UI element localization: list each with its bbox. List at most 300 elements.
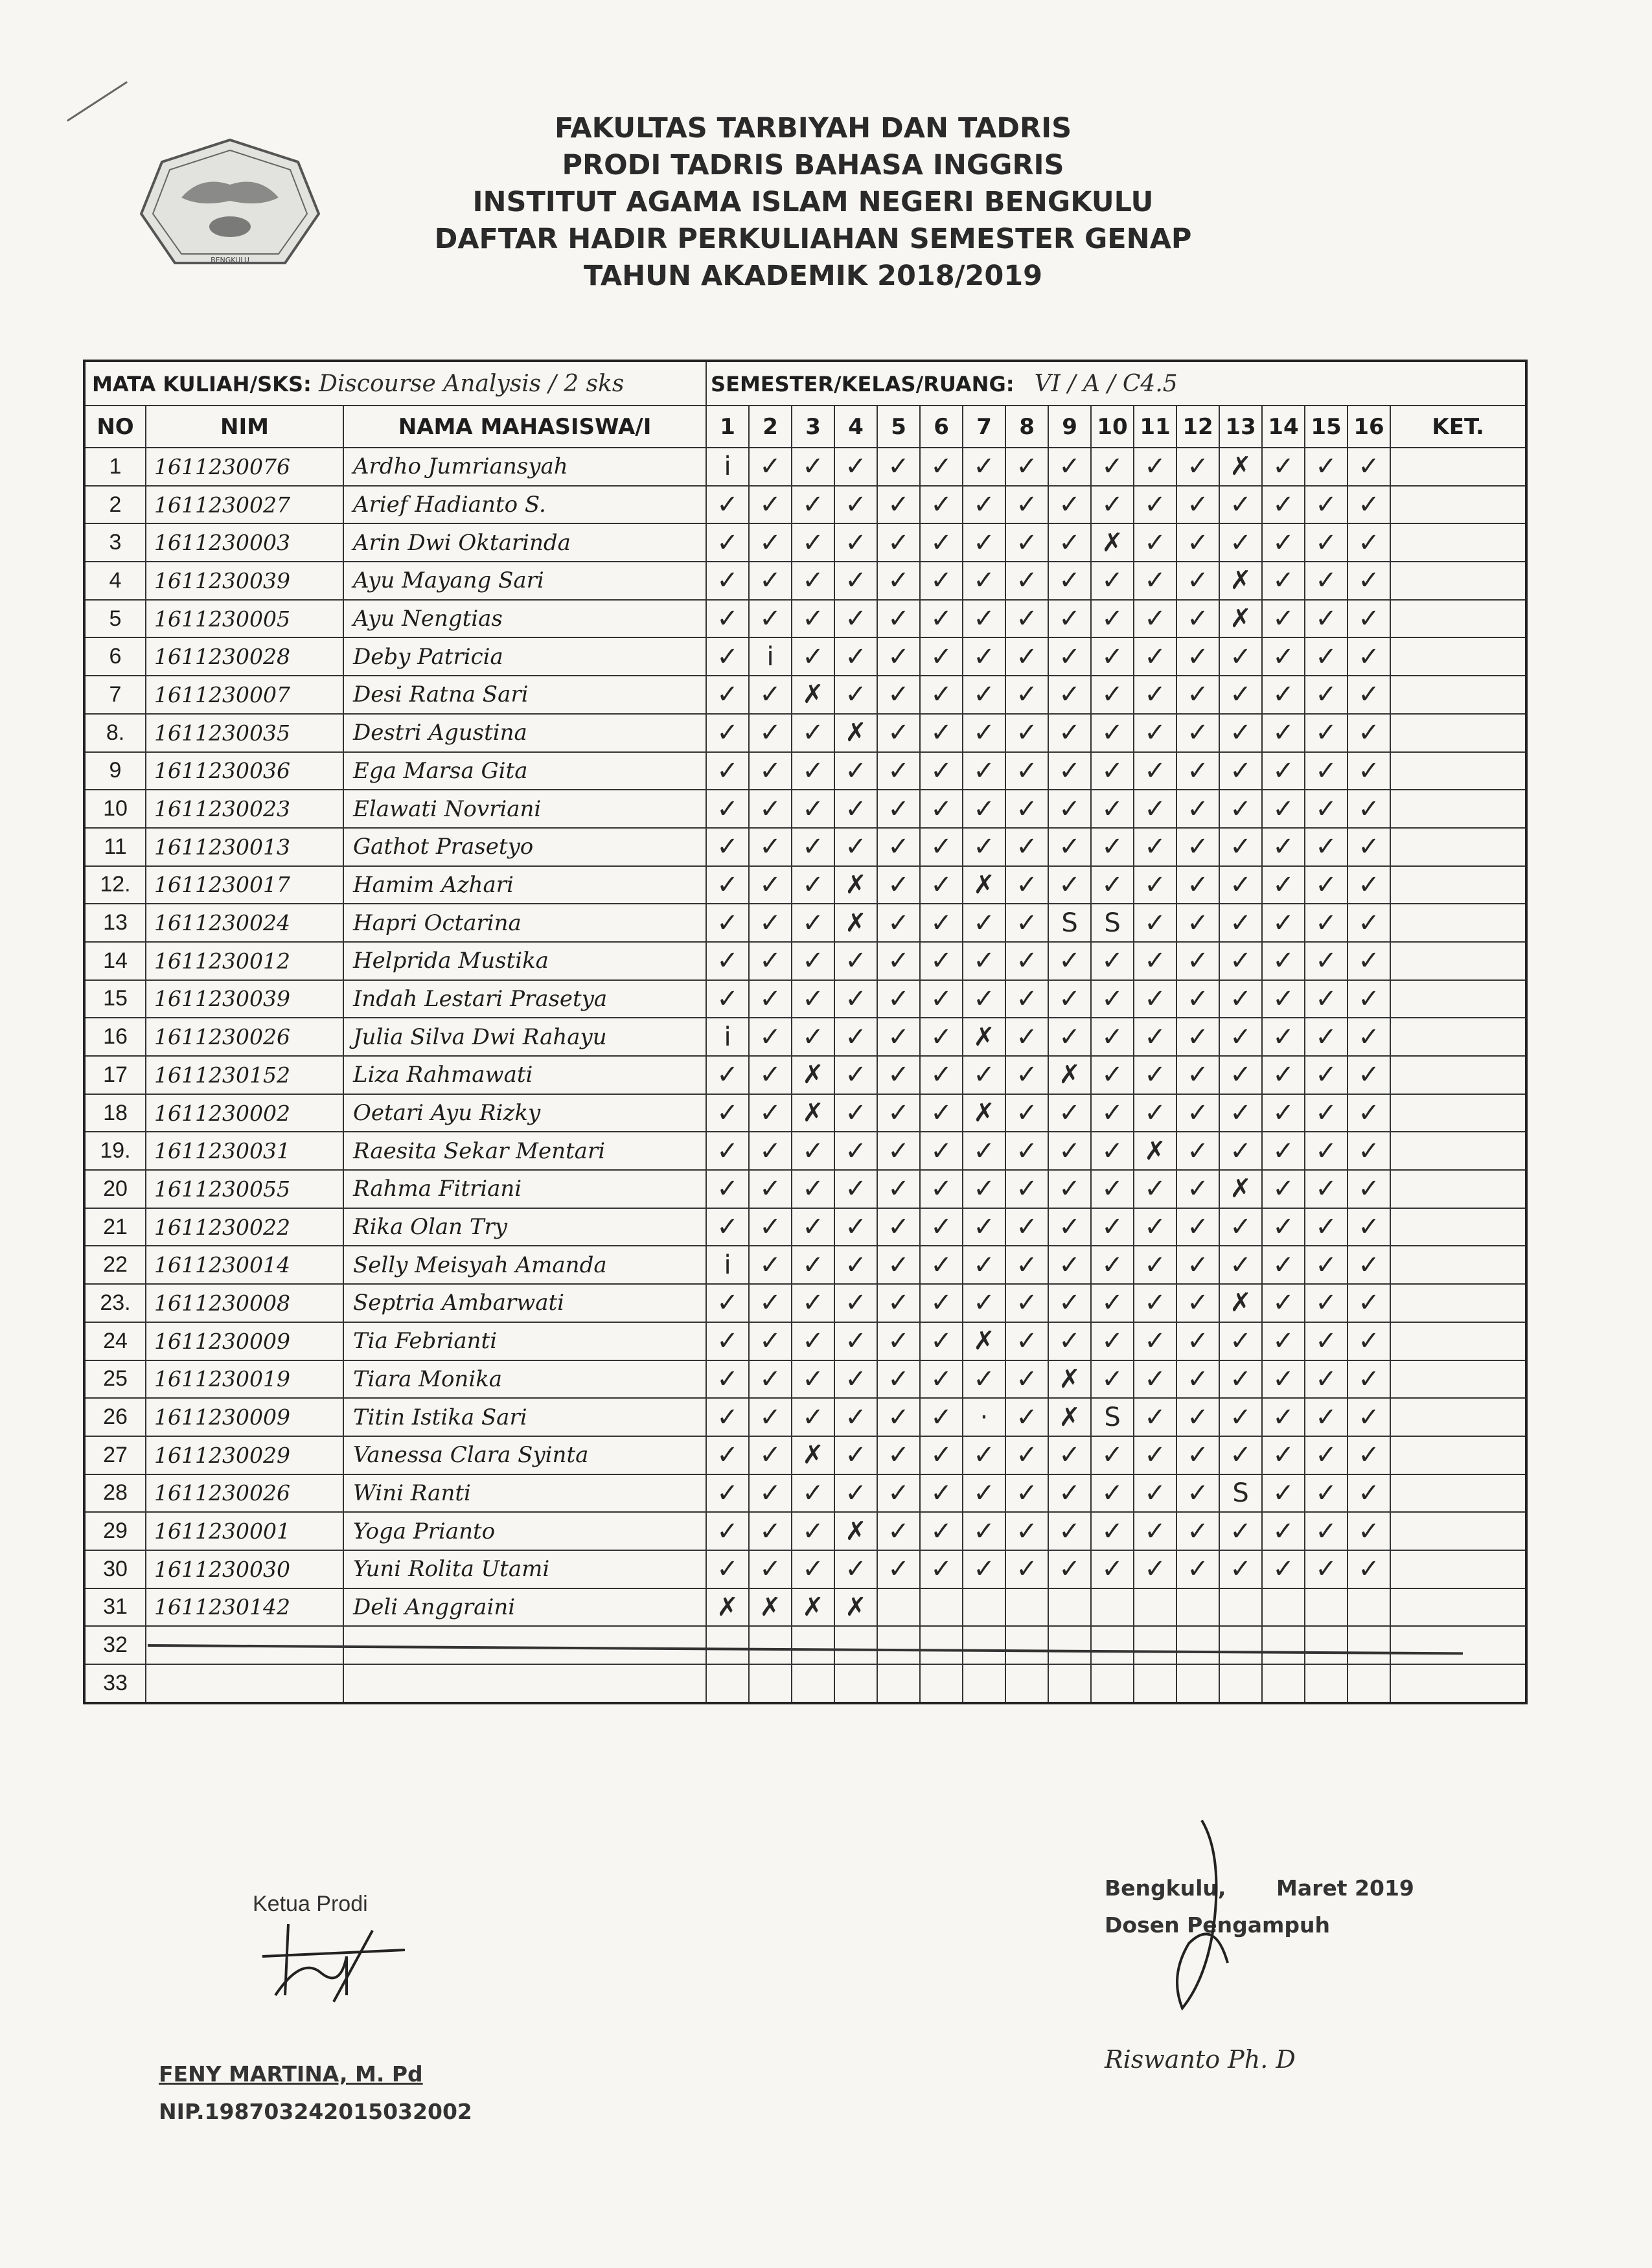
attendance-mark: ✗ [1048,1398,1091,1436]
attendance-mark: ✓ [1048,562,1091,600]
attendance-mark: ✓ [1348,828,1390,866]
remarks-cell [1390,1626,1526,1664]
attendance-mark: ✓ [1005,1474,1048,1513]
attendance-mark: ✓ [877,1246,920,1284]
student-nim: 1611230028 [146,637,343,676]
student-row [84,828,1526,866]
head-of-program-title: Ketua Prodi [253,1892,368,1916]
attendance-mark: ✓ [920,676,963,714]
row-number: 19. [84,1132,146,1170]
attendance-mark: ✓ [877,523,920,562]
attendance-mark: ✓ [1219,1132,1262,1170]
attendance-mark: ✓ [749,562,792,600]
attendance-mark: ✗ [792,1056,834,1094]
institute-title: INSTITUT AGAMA ISLAM NEGERI BENGKULU [472,186,1154,218]
student-nim: 1611230076 [146,448,343,486]
attendance-mark: ✓ [1219,523,1262,562]
student-row [84,637,1526,676]
attendance-mark: ✓ [1176,1398,1219,1436]
student-row [84,1398,1526,1436]
remarks-cell [1390,523,1526,562]
attendance-mark: ✓ [1348,1436,1390,1474]
attendance-mark [877,1588,920,1627]
remarks-cell [1390,1018,1526,1056]
row-number: 7 [84,676,146,714]
attendance-mark: ✓ [1262,828,1305,866]
col-name-header: NAMA MAHASISWA/I [343,406,706,448]
student-nim: 1611230039 [146,562,343,600]
attendance-mark: ✓ [1005,1246,1048,1284]
attendance-mark: ✓ [1348,448,1390,486]
attendance-mark: ✓ [1176,980,1219,1018]
attendance-mark: ✓ [792,1474,834,1513]
attendance-mark: ✓ [963,523,1005,562]
attendance-mark: ✓ [1048,1094,1091,1132]
attendance-mark: ✓ [877,752,920,790]
attendance-mark: ✓ [920,1322,963,1360]
attendance-mark [834,1664,877,1703]
attendance-mark: ✓ [1134,1474,1176,1513]
remarks-cell [1390,1170,1526,1208]
student-nim: 1611230031 [146,1132,343,1170]
attendance-mark: ✓ [1134,562,1176,600]
document-header [363,110,1263,295]
attendance-mark: ✓ [1348,1132,1390,1170]
student-nim: 1611230008 [146,1284,343,1322]
attendance-mark: ✓ [1134,486,1176,524]
attendance-mark: ✓ [1005,562,1048,600]
attendance-mark: ✗ [1048,1360,1091,1399]
attendance-mark [1091,1664,1134,1703]
student-name: Ardho Jumriansyah [343,448,706,486]
student-name: Hamim Azhari [343,866,706,904]
attendance-mark: ✓ [792,866,834,904]
attendance-mark: ✓ [877,600,920,638]
attendance-mark: ✓ [1176,523,1219,562]
attendance-mark: ✓ [834,562,877,600]
attendance-mark: ✓ [792,1246,834,1284]
attendance-mark: ✓ [1134,1284,1176,1322]
attendance-mark: ✓ [792,752,834,790]
student-nim [146,1664,343,1703]
attendance-mark: ✗ [706,1588,749,1627]
attendance-mark: ✓ [706,866,749,904]
attendance-mark: ✓ [1176,714,1219,752]
student-nim: 1611230009 [146,1322,343,1360]
attendance-mark: ✓ [834,676,877,714]
attendance-mark: ✓ [706,942,749,980]
attendance-mark: ✓ [1176,1056,1219,1094]
attendance-mark: ✓ [1134,1056,1176,1094]
student-row [84,1360,1526,1399]
attendance-mark [706,1626,749,1664]
student-row [84,1588,1526,1627]
student-name: Arin Dwi Oktarinda [343,523,706,562]
attendance-mark: ✓ [1048,1132,1091,1170]
attendance-mark: ✓ [1091,1132,1134,1170]
attendance-mark: ✓ [1005,1360,1048,1399]
attendance-mark: ✓ [1262,980,1305,1018]
attendance-mark: ✓ [1134,942,1176,980]
attendance-mark: ✓ [963,1436,1005,1474]
attendance-mark: ✓ [834,790,877,828]
attendance-mark [1219,1664,1262,1703]
attendance-mark [834,1626,877,1664]
attendance-mark [1048,1626,1091,1664]
attendance-mark: ✓ [877,486,920,524]
attendance-mark: ✓ [1262,904,1305,942]
attendance-mark: ✓ [1005,637,1048,676]
attendance-mark: ✓ [834,523,877,562]
lecturer-handwritten-name: Riswanto Ph. D [1105,2045,1296,2074]
student-name: Yoga Prianto [343,1512,706,1550]
row-number: 12. [84,866,146,904]
attendance-mark: ✓ [1048,1550,1091,1588]
attendance-mark: ✓ [1305,942,1348,980]
student-name: Yuni Rolita Utami [343,1550,706,1588]
attendance-mark: ✓ [1176,600,1219,638]
col-meeting-header: 3 [792,406,834,448]
attendance-mark: ✓ [749,1208,792,1246]
attendance-mark: ✓ [963,600,1005,638]
remarks-cell [1390,1056,1526,1094]
attendance-mark: ✓ [1305,1398,1348,1436]
attendance-mark: ✓ [1005,1284,1048,1322]
attendance-mark: ✓ [1305,980,1348,1018]
attendance-mark: ✓ [1048,637,1091,676]
attendance-mark: ✓ [1134,676,1176,714]
attendance-mark: ✓ [1305,790,1348,828]
attendance-mark: ✓ [834,1246,877,1284]
attendance-mark: ✓ [1005,1322,1048,1360]
attendance-mark: ✓ [834,1550,877,1588]
student-name: Ayu Nengtias [343,600,706,638]
col-meeting-header: 15 [1305,406,1348,448]
col-meeting-header: 13 [1219,406,1262,448]
remarks-cell [1390,1512,1526,1550]
attendance-mark: ✓ [1219,866,1262,904]
attendance-mark: ✓ [1348,1094,1390,1132]
attendance-mark: i [749,637,792,676]
student-name: Destri Agustina [343,714,706,752]
attendance-mark: ✓ [1176,752,1219,790]
student-row [84,1018,1526,1056]
row-number: 9 [84,752,146,790]
student-name [343,1664,706,1703]
attendance-mark: ✓ [792,1208,834,1246]
attendance-mark: ✓ [920,714,963,752]
attendance-mark: i [706,1246,749,1284]
attendance-mark: ✓ [792,1132,834,1170]
attendance-mark: ✓ [749,1550,792,1588]
attendance-mark: ✓ [706,790,749,828]
program-title: PRODI TADRIS BAHASA INGGRIS [562,149,1064,181]
attendance-mark: ✓ [1262,1132,1305,1170]
attendance-mark [1262,1588,1305,1627]
attendance-mark: ✓ [1134,790,1176,828]
student-row [84,1436,1526,1474]
attendance-mark: ✓ [1176,866,1219,904]
attendance-mark: ✗ [749,1588,792,1627]
attendance-mark: ✓ [1091,562,1134,600]
attendance-mark: ✓ [749,676,792,714]
attendance-mark: ✓ [1005,866,1048,904]
attendance-mark: ✓ [1048,980,1091,1018]
attendance-mark: ✓ [920,980,963,1018]
attendance-mark: ✓ [1348,600,1390,638]
attendance-mark: ✓ [1048,1246,1091,1284]
student-row [84,1246,1526,1284]
student-nim: 1611230152 [146,1056,343,1094]
attendance-mark: ✓ [1305,1474,1348,1513]
attendance-mark [1176,1626,1219,1664]
attendance-mark [1262,1664,1305,1703]
attendance-mark: ✓ [749,1094,792,1132]
remarks-cell [1390,1550,1526,1588]
student-row [84,1550,1526,1588]
faculty-title: FAKULTAS TARBIYAH DAN TADRIS [554,112,1072,144]
course-label: MATA KULIAH/SKS: [92,371,312,396]
attendance-mark: ✗ [834,904,877,942]
attendance-mark: ✓ [877,790,920,828]
attendance-mark: ✓ [920,486,963,524]
attendance-mark: ✓ [706,828,749,866]
attendance-mark: ✓ [1005,752,1048,790]
attendance-mark: ✓ [1305,1208,1348,1246]
attendance-mark: ✓ [1219,828,1262,866]
attendance-mark: ✓ [1005,714,1048,752]
row-number: 6 [84,637,146,676]
attendance-mark: ✓ [706,1398,749,1436]
attendance-mark: ✓ [749,1284,792,1322]
col-meeting-header: 12 [1176,406,1219,448]
attendance-mark: ✓ [920,1398,963,1436]
attendance-mark: ✓ [1262,1056,1305,1094]
attendance-mark: ✗ [1219,1170,1262,1208]
student-nim: 1611230012 [146,942,343,980]
attendance-mark: ✓ [920,1170,963,1208]
attendance-mark [1219,1588,1262,1627]
attendance-mark: ✓ [920,1132,963,1170]
semester-value: VI / A / C4.5 [1034,370,1178,397]
attendance-mark: ✓ [920,1360,963,1399]
attendance-mark: ✓ [1005,1132,1048,1170]
attendance-mark: ✓ [1348,1474,1390,1513]
attendance-mark [1005,1664,1048,1703]
attendance-mark [749,1664,792,1703]
col-nim-header: NIM [146,406,343,448]
attendance-mark: ✓ [1176,1170,1219,1208]
attendance-mark: ✓ [1219,752,1262,790]
student-name: Raesita Sekar Mentari [343,1132,706,1170]
attendance-mark: ✓ [1134,1322,1176,1360]
remarks-cell [1390,1398,1526,1436]
remarks-cell [1390,790,1526,828]
attendance-mark: ✓ [1219,1018,1262,1056]
attendance-mark: ✓ [1134,1512,1176,1550]
remarks-cell [1390,1094,1526,1132]
attendance-mark: ✓ [1134,980,1176,1018]
attendance-mark: ✓ [1262,1094,1305,1132]
student-row [84,866,1526,904]
row-number: 32 [84,1626,146,1664]
attendance-mark: ✓ [1005,1550,1048,1588]
student-name: Desi Ratna Sari [343,676,706,714]
student-name: Deby Patricia [343,637,706,676]
col-meeting-header: 8 [1005,406,1048,448]
attendance-mark: ✓ [1262,1398,1305,1436]
attendance-mark [1005,1626,1048,1664]
attendance-mark: ✓ [1091,790,1134,828]
student-name: Helprida Mustika [343,942,706,980]
attendance-mark: ✓ [834,980,877,1018]
attendance-mark: ✗ [792,1588,834,1627]
student-nim: 1611230007 [146,676,343,714]
attendance-list-title: DAFTAR HADIR PERKULIAHAN SEMESTER GENAP [434,223,1192,255]
attendance-mark: ✓ [920,866,963,904]
attendance-mark: ✓ [706,600,749,638]
attendance-mark: ✓ [920,828,963,866]
attendance-mark: ✓ [749,1056,792,1094]
attendance-mark: ✓ [963,752,1005,790]
attendance-mark: ✓ [706,1132,749,1170]
attendance-mark: ✓ [834,942,877,980]
row-number: 27 [84,1436,146,1474]
attendance-mark: ✓ [834,752,877,790]
attendance-mark: ✓ [1005,1398,1048,1436]
attendance-mark: ✓ [1305,448,1348,486]
attendance-mark: ✗ [1048,1056,1091,1094]
attendance-mark: ✓ [749,790,792,828]
attendance-mark: ✓ [1305,676,1348,714]
attendance-mark: ✓ [1176,1094,1219,1132]
attendance-mark: S [1048,904,1091,942]
row-number: 11 [84,828,146,866]
attendance-mark: ✓ [1262,942,1305,980]
attendance-mark: ✓ [1348,1550,1390,1588]
attendance-mark: ✓ [1305,1512,1348,1550]
attendance-mark: ✓ [792,904,834,942]
attendance-mark: ✓ [834,1284,877,1322]
student-row [84,523,1526,562]
attendance-mark: ✓ [877,1018,920,1056]
attendance-mark: ✓ [1176,1360,1219,1399]
attendance-mark: ✓ [749,1246,792,1284]
attendance-mark: ✓ [792,714,834,752]
attendance-mark [877,1664,920,1703]
remarks-cell [1390,1588,1526,1627]
attendance-mark: ✓ [1134,1246,1176,1284]
student-row [84,942,1526,980]
attendance-mark: ✓ [877,1398,920,1436]
student-nim: 1611230013 [146,828,343,866]
attendance-mark: ✓ [1048,1170,1091,1208]
row-number: 24 [84,1322,146,1360]
attendance-mark: ✓ [1262,1360,1305,1399]
attendance-mark [1176,1588,1219,1627]
attendance-mark: ✓ [1305,752,1348,790]
attendance-mark: ✓ [877,714,920,752]
attendance-mark: ✓ [1005,828,1048,866]
student-name: Hapri Octarina [343,904,706,942]
attendance-mark [920,1626,963,1664]
attendance-mark: ✓ [1262,1208,1305,1246]
col-meeting-header: 10 [1091,406,1134,448]
student-nim: 1611230026 [146,1018,343,1056]
attendance-mark [1048,1664,1091,1703]
course-value: Discourse Analysis / 2 sks [318,370,625,397]
attendance-mark: ✓ [1305,1550,1348,1588]
place-label: Bengkulu, [1105,1875,1226,1901]
col-meeting-header: 4 [834,406,877,448]
attendance-mark: ✓ [1048,714,1091,752]
col-no-header: NO [84,406,146,448]
attendance-mark: ✓ [706,1094,749,1132]
row-number: 22 [84,1246,146,1284]
attendance-mark [792,1664,834,1703]
paper-crease [67,81,128,121]
attendance-mark: ✓ [877,1322,920,1360]
attendance-mark: ✓ [1176,1246,1219,1284]
attendance-mark: ✓ [1176,790,1219,828]
attendance-mark: ✓ [1262,1246,1305,1284]
student-nim: 1611230019 [146,1360,343,1399]
row-number: 23. [84,1284,146,1322]
student-row [84,1322,1526,1360]
attendance-mark: ✓ [877,1436,920,1474]
attendance-mark: ✓ [749,523,792,562]
attendance-mark: ✓ [792,523,834,562]
attendance-mark: ✓ [1091,1208,1134,1246]
attendance-mark: ✓ [963,980,1005,1018]
attendance-mark [1048,1588,1091,1627]
attendance-mark: ✓ [1048,448,1091,486]
attendance-mark: ✓ [1305,714,1348,752]
student-row [84,1132,1526,1170]
attendance-mark: ✓ [963,1208,1005,1246]
attendance-mark: ✓ [1348,1208,1390,1246]
date-label: Maret 2019 [1276,1875,1414,1901]
attendance-mark: ✓ [963,1474,1005,1513]
attendance-mark [1176,1664,1219,1703]
remarks-cell [1390,562,1526,600]
attendance-mark: ✗ [1091,523,1134,562]
attendance-mark: ✓ [834,1436,877,1474]
attendance-mark: ✓ [749,1398,792,1436]
attendance-mark: ✓ [1176,1284,1219,1322]
attendance-mark: ✓ [1305,828,1348,866]
attendance-mark: ✓ [706,1360,749,1399]
attendance-mark: ✓ [920,1018,963,1056]
attendance-mark: ✓ [920,1208,963,1246]
attendance-mark: ✓ [706,904,749,942]
attendance-mark: ✓ [1134,1398,1176,1436]
attendance-mark: ✓ [1219,486,1262,524]
student-name: Wini Ranti [343,1474,706,1513]
attendance-mark: ✗ [963,1094,1005,1132]
attendance-mark: ✓ [877,676,920,714]
remarks-cell [1390,1246,1526,1284]
attendance-mark: ✓ [1176,828,1219,866]
attendance-mark: ✓ [1176,1512,1219,1550]
row-number: 2 [84,486,146,524]
student-nim: 1611230029 [146,1436,343,1474]
attendance-mark: ✓ [920,904,963,942]
remarks-cell [1390,600,1526,638]
attendance-mark: ✓ [706,486,749,524]
attendance-mark: ✓ [1048,942,1091,980]
student-row [84,980,1526,1018]
